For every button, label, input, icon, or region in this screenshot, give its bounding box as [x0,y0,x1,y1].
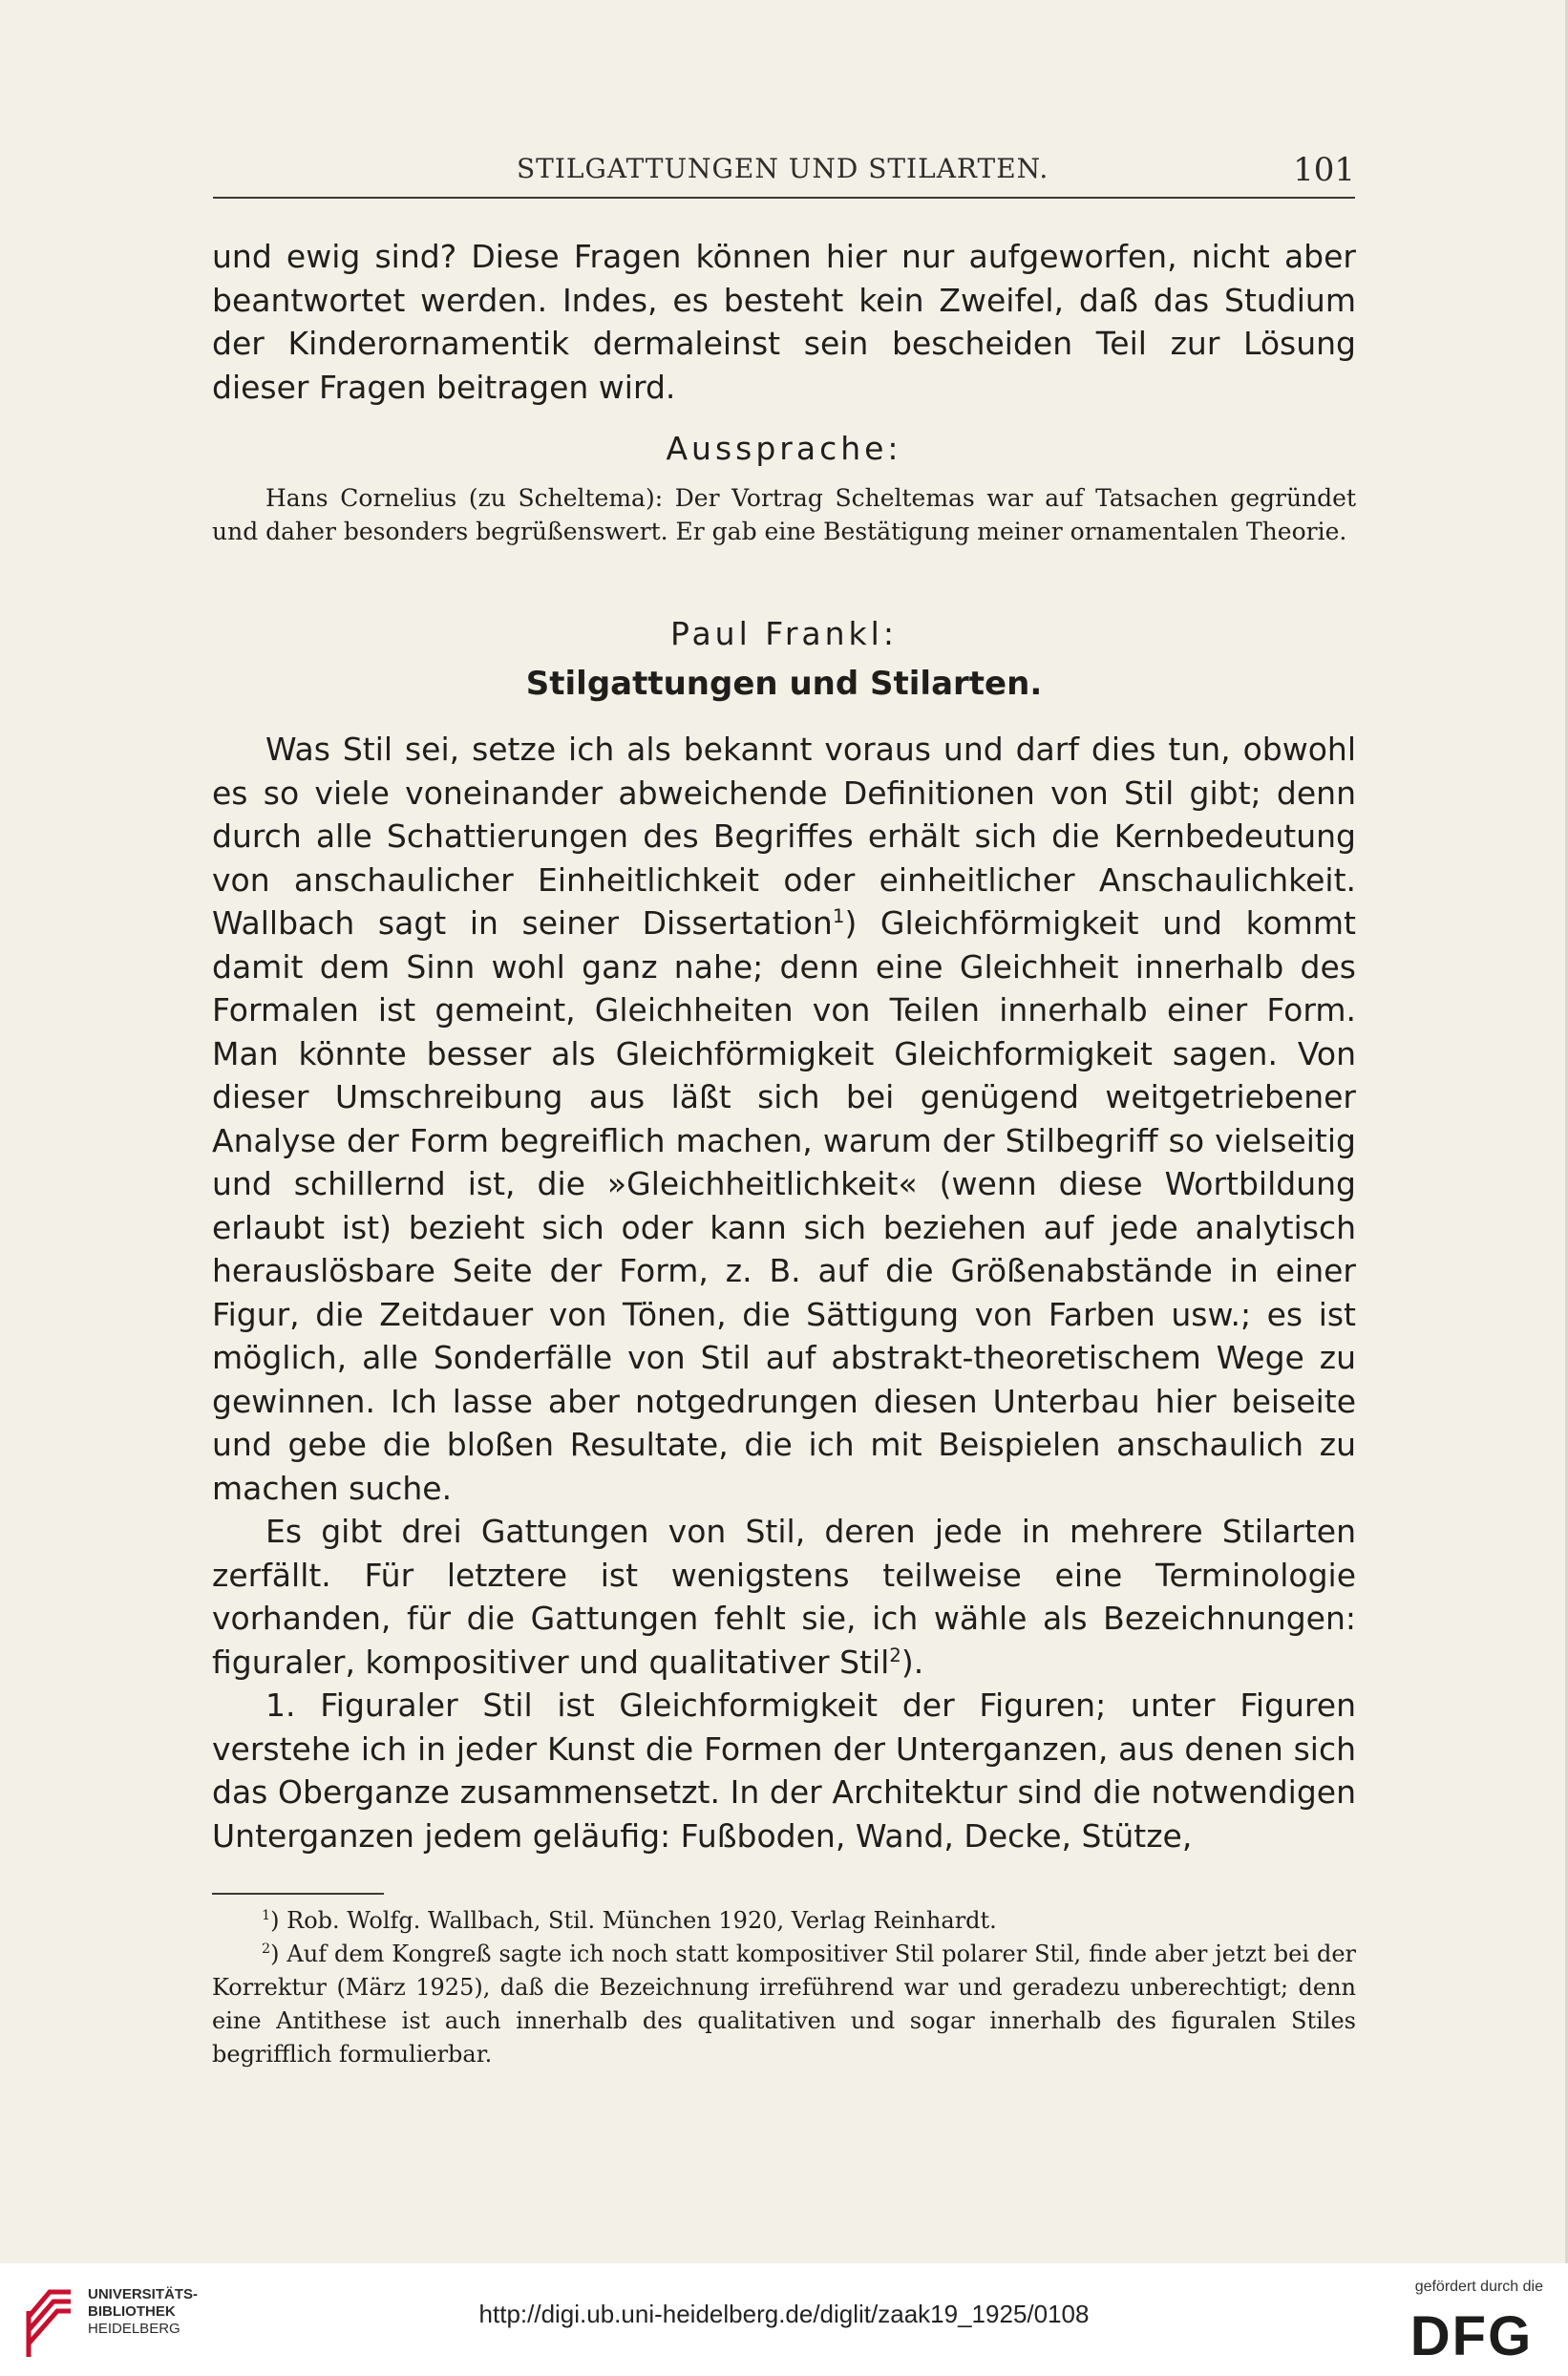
footnote-mark-1: 1 [262,1908,271,1923]
footnote-1 [212,1904,1356,1938]
footnote-rule [212,1893,384,1895]
article-author: Paul Frankl: [670,615,898,652]
footnote-1-text: ) Rob. Wolfg. Wallbach, Stil. München 1920, Verlag Reinhardt. [270,1907,997,1934]
paragraph-2-part-b: ). [901,1643,924,1681]
footnote-ref-1: 1 [832,905,845,927]
body-paragraph-1 [212,728,1356,1510]
footnote-2 [212,1938,1356,2071]
body-paragraph-2 [212,1510,1356,1684]
dfg-logo-text: DFG [1409,2305,1534,2363]
discussion-text: Hans Cornelius (zu Scheltema): Der Vortrag Scheltemas war auf Tatsachen gegründet und daher besonders begrüßenswert. Er gab eine Bestätigung meiner ornamentalen Theorie. [212,484,1356,545]
paragraph-1-part-a: Was Stil sei, setze ich als bekannt voraus und darf dies tun, obwohl es so viele voneinander abweichende Definitionen von Stil gibt; denn durch alle Schattierungen des Begriffes erhält sich die Kernbedeutung von anschaulicher Einheitlichkeit oder einheitlicher Anschaulichkeit. Wallbach sagt in seiner Dissertation [212,731,1356,942]
library-name-line-1: UNIVERSITÄTS- [88,2286,199,2302]
paragraph-1-part-b: ) Gleichförmigkeit und kommt damit dem Sinn wohl ganz nahe; denn eine Gleichheit innerhalb des Formalen ist gemeint, Gleichheiten von Teilen innerhalb einer Form. Man könnte besser als Gleichförmigkeit Gleichformigkeit sagen. Von dieser Umschreibung aus läßt sich bei genügend weitgetriebener Analyse der Form begreiflich machen, warum der Stilbegriff so vielseitig und schillernd ist, die »Gleichheitlichkeit« (wenn diese Wortbildung erlaubt ist) bezieht sich oder kann sich beziehen auf jede analytisch herauslösbare Seite der Form, z. B. auf die Größenabstände in einer Figur, die Zeitdauer von Tönen, die Sättigung von Farben usw.; es ist möglich, alle Sonderfälle von Stil auf abstrakt-theoretischem Wege zu gewinnen. Ich lasse aber notgedrungen diesen Unterbau hier beiseite und gebe die bloßen Resultate, die ich mit Beispielen anschaulich zu machen suche. [212,904,1356,1507]
intro-paragraph: und ewig sind? Diese Fragen können hier nur aufgeworfen, nicht aber beantwortet werden. Indes, es besteht kein Zweifel, daß das Studium der Kinderornamentik dermaleinst sein bescheiden Teil zur Lösung dieser Fragen beitragen wird. [212,238,1356,406]
footnote-2-text: ) Auf dem Kongreß sagte ich noch statt kompositiver Stil polarer Stil, finde aber jetzt bei der Korrektur (März 1925), daß die Bezeichnung irreführend war und geradezu unberechtigt; denn eine Antithese ist auch innerhalb des qualitativen und sogar innerhalb des figuralen Stiles begrifflich formulierbar. [212,1941,1356,2068]
header-rule [213,197,1355,199]
page-header [213,145,1355,201]
viewer-footer [0,2263,1568,2376]
dfg-logo-icon [1400,2305,1543,2363]
library-name-line-3: HEIDELBERG [88,2321,180,2337]
funding-caption: gefördert durch die [1414,2279,1543,2295]
footnote-ref-2: 2 [889,1644,901,1666]
page-number: 101 [1293,151,1355,189]
discussion-heading: Aussprache: [666,430,902,467]
footnote-mark-2: 2 [262,1941,271,1957]
library-name-line-2: BIBLIOTHEK [88,2303,176,2320]
article-title: Stilgattungen und Stilarten. [525,665,1043,703]
permalink-url[interactable]: http://digi.ub.uni-heidelberg.de/diglit/zaak19_1925/0108 [478,2300,1090,2328]
article-body [212,728,1356,1857]
running-head: STILGATTUNGEN UND STILARTEN. [517,153,1049,184]
body-paragraph-3: 1. Figuraler Stil ist Gleichformigkeit der Figuren; unter Figuren verstehe ich in jeder Kunst die Formen der Unterganzen, aus denen sich das Oberganze zusammensetzt. In der Architektur sind die notwendigen Unterganzen jedem geläufig: Fußboden, Wand, Decke, Stütze, [212,1687,1356,1855]
footnotes [212,1904,1356,2071]
paragraph-2-part-a: Es gibt drei Gattungen von Stil, deren jede in mehrere Stilarten zerfällt. Für letztere ist wenigstens teilweise eine Terminologie vorhanden, für die Gattungen fehlt sie, ich wähle als Bezeichnungen: figuraler, kompositiver und qualitativer Stil [212,1513,1356,1681]
